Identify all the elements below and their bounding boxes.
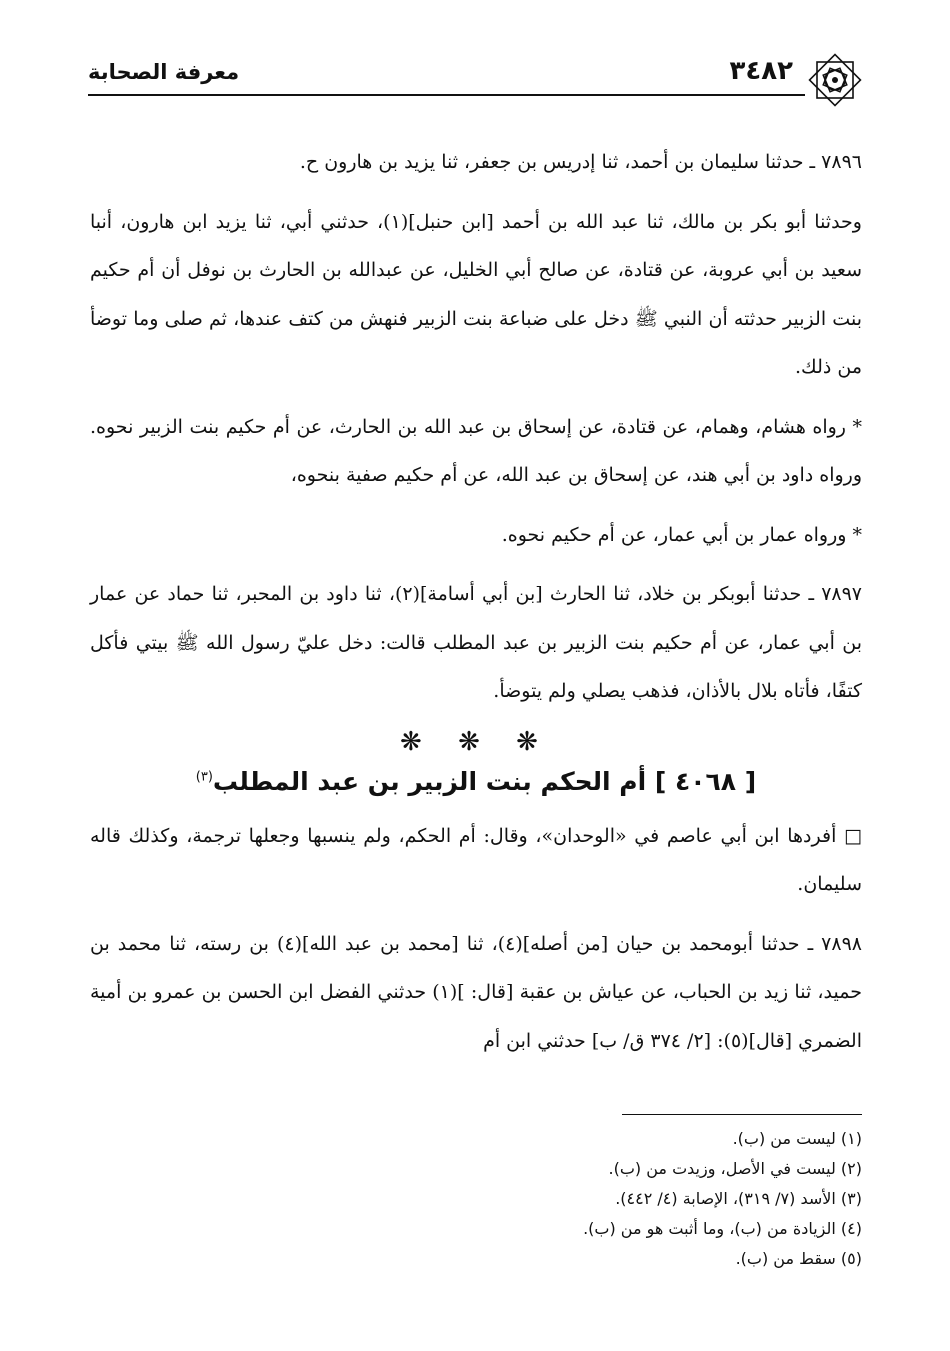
commentary-paragraph: * رواه هشام، وهمام، عن قتادة، عن إسحاق بن عبد الله بن الحارث، عن أم حكيم بنت الزبير نحوه. ورواه داود بن أبي هند، عن إسحاق بن عبد الله، عن أم حكيم صفية بنحوه، [90,415,862,486]
section-title-text: [ ٤٠٦٨ ] أم الحكم بنت الزبير بن عبد المطلب [212,766,757,796]
footnote: (٢) ليست في الأصل، وزيدت من (ب). [608,1159,862,1178]
section-title-footnote-ref: (٣) [195,769,213,785]
islamic-star-ornament-icon [805,50,865,110]
section-title [90,767,862,796]
section-separator-stars: ❋ ❋ ❋ [400,726,552,757]
main-text [90,138,862,1065]
commentary-paragraph: * ورواه عمار بن أبي عمار، عن أم حكيم نحوه. [501,523,862,546]
page-header [88,54,863,104]
footnote-divider [622,1114,862,1115]
hadith-paragraph: ٧٨٩٦ ـ حدثنا سليمان بن أحمد، ثنا إدريس بن جعفر، ثنا يزيد بن هارون ح. [299,151,862,173]
header-divider [88,94,805,96]
hadith-paragraph: ٧٨٩٧ ـ حدثنا أبوبكر بن خلاد، ثنا الحارث [بن أبي أسامة](٢)، ثنا داود بن المحبر، ثنا حماد عن عمار بن أبي عمار، عن أم حكيم بنت الزبير بن عبد المطلب قالت: دخل عليّ رسول الله ﷺ بيتي فأكل كتفًا، فأتاه بلال بالأذان، فذهب يصلي ولم يتوضأ. [90,583,863,702]
footnote: (٥) سقط من (ب). [735,1249,862,1268]
footnote: (٤) الزيادة من (ب)، وما أثبت هو من (ب). [583,1219,862,1238]
footnote: (١) ليست من (ب). [732,1129,862,1148]
book-title: معرفة الصحابة [88,60,240,84]
footnotes [450,1124,862,1274]
page-number: ٣٤٨٢ [729,56,793,86]
hadith-paragraph: ٧٨٩٨ ـ حدثنا أبومحمد بن حيان [من أصله](٤)، ثنا [محمد بن عبد الله](٤) بن رسته، ثنا محمد بن حميد، ثنا زيد بن الحباب، عن عياش بن عقبة [قال: ](١) حدثني الفضل ابن الحسن بن عمرو بن أمية الضمري [قال](٥): [٢/ ٣٧٤ ق/ ب] حدثني ابن أم [90,932,862,1052]
biography-note-paragraph: □ أفردها ابن أبي عاصم في «الوحدان»، وقال: أم الحكم، ولم ينسبها وجعلها ترجمة، وكذلك قاله سليمان. [90,824,862,895]
footnote: (٣) الأسد (٧/ ٣١٩)، الإصابة (٤/ ٤٤٢). [615,1189,862,1208]
hadith-paragraph: وحدثنا أبو بكر بن مالك، ثنا عبد الله بن أحمد [ابن حنبل](١)، حدثني أبي، ثنا يزيد ابن هارون، أنبا سعيد بن أبي عروبة، عن قتادة، عن صالح أبي الخليل، عن عبدالله بن الحارث بن نوفل أن أم حكيم بنت الزبير حدثته أن النبي ﷺ دخل على ضباعة بنت الزبير فنهش من كتف عندها، ثم صلى وما توضأ من ذلك. [90,210,863,378]
